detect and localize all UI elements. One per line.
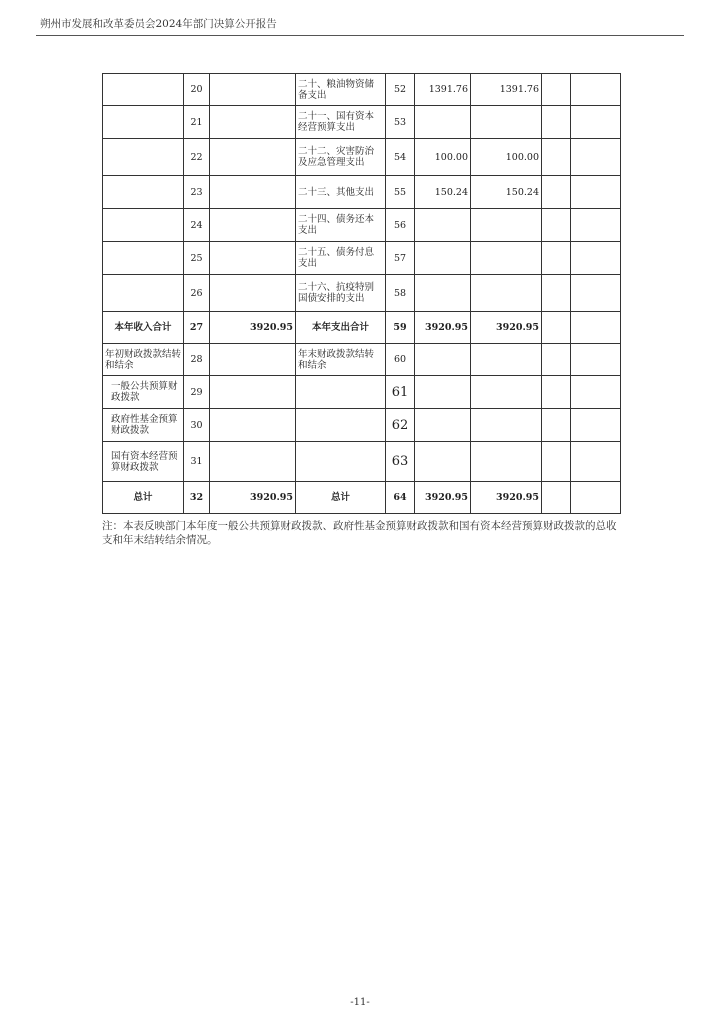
cell-expense-line: 60 — [386, 344, 415, 376]
cell-income-item: 一般公共预算财政拨款 — [103, 376, 184, 409]
header-rule — [36, 35, 684, 36]
cell-income-line: 32 — [184, 482, 210, 514]
cell-expense-line: 58 — [386, 275, 415, 312]
cell-empty — [542, 344, 571, 376]
cell-empty — [542, 409, 571, 442]
table-row — [103, 139, 621, 176]
cell-expense-line: 61 — [386, 376, 415, 409]
cell-empty — [571, 242, 621, 275]
cell-expense-general: 100.00 — [471, 139, 542, 176]
cell-expense-item: 二十、粮油物资储备支出 — [296, 74, 386, 106]
cell-empty — [571, 209, 621, 242]
cell-expense-total — [415, 344, 471, 376]
cell-expense-line: 62 — [386, 409, 415, 442]
cell-expense-general: 3920.95 — [471, 312, 542, 344]
cell-income-amount — [210, 106, 296, 139]
cell-empty — [571, 74, 621, 106]
table-row — [103, 275, 621, 312]
cell-income-line: 29 — [184, 376, 210, 409]
cell-expense-line: 55 — [386, 176, 415, 209]
table-row — [103, 376, 621, 409]
cell-income-line: 30 — [184, 409, 210, 442]
table-row — [103, 344, 621, 376]
cell-income-item — [103, 209, 184, 242]
cell-empty — [571, 376, 621, 409]
cell-expense-general — [471, 344, 542, 376]
cell-expense-total: 1391.76 — [415, 74, 471, 106]
cell-income-line: 23 — [184, 176, 210, 209]
cell-income-line: 25 — [184, 242, 210, 275]
cell-empty — [542, 209, 571, 242]
cell-expense-item: 本年支出合计 — [296, 312, 386, 344]
cell-expense-item: 二十二、灾害防治及应急管理支出 — [296, 139, 386, 176]
cell-expense-total: 100.00 — [415, 139, 471, 176]
table-row — [103, 106, 621, 139]
cell-empty — [571, 139, 621, 176]
cell-income-item: 本年收入合计 — [103, 312, 184, 344]
cell-income-item — [103, 176, 184, 209]
table-note: 注：本表反映部门本年度一般公共预算财政拨款、政府性基金预算财政拨款和国有资本经营预算财政拨款的总收支和年末结转结余情况。 — [102, 520, 617, 546]
cell-empty — [571, 106, 621, 139]
cell-expense-line: 64 — [386, 482, 415, 514]
cell-expense-item: 二十五、债务付息支出 — [296, 242, 386, 275]
cell-expense-total: 150.24 — [415, 176, 471, 209]
cell-income-item — [103, 74, 184, 106]
cell-expense-general: 150.24 — [471, 176, 542, 209]
cell-expense-total — [415, 209, 471, 242]
cell-expense-line: 54 — [386, 139, 415, 176]
cell-income-item — [103, 242, 184, 275]
cell-expense-line: 57 — [386, 242, 415, 275]
cell-income-line: 21 — [184, 106, 210, 139]
cell-income-amount: 3920.95 — [210, 312, 296, 344]
cell-expense-line: 52 — [386, 74, 415, 106]
cell-expense-item: 年末财政拨款结转和结余 — [296, 344, 386, 376]
cell-income-item: 总计 — [103, 482, 184, 514]
page-number: -11- — [350, 997, 370, 1008]
cell-expense-item: 二十四、债务还本支出 — [296, 209, 386, 242]
cell-empty — [542, 106, 571, 139]
table-row — [103, 242, 621, 275]
cell-expense-general — [471, 242, 542, 275]
cell-expense-general — [471, 442, 542, 482]
cell-expense-total: 3920.95 — [415, 312, 471, 344]
cell-income-amount — [210, 242, 296, 275]
cell-expense-total: 3920.95 — [415, 482, 471, 514]
cell-income-item — [103, 139, 184, 176]
cell-empty — [571, 482, 621, 514]
cell-expense-total — [415, 275, 471, 312]
cell-expense-line: 56 — [386, 209, 415, 242]
cell-income-amount — [210, 139, 296, 176]
cell-expense-total — [415, 106, 471, 139]
cell-empty — [542, 139, 571, 176]
cell-expense-total — [415, 409, 471, 442]
cell-expense-general — [471, 275, 542, 312]
table-row-subtotal — [103, 312, 621, 344]
cell-income-line: 22 — [184, 139, 210, 176]
cell-expense-general: 3920.95 — [471, 482, 542, 514]
table-row — [103, 176, 621, 209]
financial-table — [102, 73, 621, 514]
cell-expense-item — [296, 409, 386, 442]
cell-income-item: 年初财政拨款结转和结余 — [103, 344, 184, 376]
cell-income-amount — [210, 376, 296, 409]
cell-empty — [542, 74, 571, 106]
cell-income-item: 国有资本经营预算财政拨款 — [103, 442, 184, 482]
cell-expense-line: 63 — [386, 442, 415, 482]
page-header: 朔州市发展和改革委员会2024年部门决算公开报告 — [40, 18, 277, 30]
cell-empty — [542, 482, 571, 514]
cell-empty — [542, 275, 571, 312]
cell-empty — [571, 442, 621, 482]
cell-empty — [542, 376, 571, 409]
cell-expense-general — [471, 409, 542, 442]
table-row — [103, 209, 621, 242]
table-row — [103, 409, 621, 442]
table-row — [103, 442, 621, 482]
cell-expense-total — [415, 442, 471, 482]
cell-income-amount — [210, 442, 296, 482]
cell-expense-line: 59 — [386, 312, 415, 344]
cell-empty — [571, 275, 621, 312]
cell-income-amount — [210, 176, 296, 209]
cell-income-amount — [210, 409, 296, 442]
cell-empty — [542, 442, 571, 482]
cell-expense-general — [471, 376, 542, 409]
cell-empty — [571, 312, 621, 344]
cell-income-amount — [210, 275, 296, 312]
cell-expense-line: 53 — [386, 106, 415, 139]
cell-expense-general: 1391.76 — [471, 74, 542, 106]
cell-income-amount — [210, 209, 296, 242]
cell-empty — [542, 242, 571, 275]
cell-expense-general — [471, 106, 542, 139]
cell-expense-item — [296, 442, 386, 482]
cell-empty — [571, 344, 621, 376]
cell-expense-item: 二十六、抗疫特别国债安排的支出 — [296, 275, 386, 312]
cell-income-line: 31 — [184, 442, 210, 482]
cell-expense-item — [296, 376, 386, 409]
cell-expense-item: 二十一、国有资本经营预算支出 — [296, 106, 386, 139]
cell-empty — [571, 409, 621, 442]
cell-income-line: 26 — [184, 275, 210, 312]
table-row — [103, 74, 621, 106]
cell-income-line: 24 — [184, 209, 210, 242]
cell-expense-item: 总计 — [296, 482, 386, 514]
cell-income-amount: 3920.95 — [210, 482, 296, 514]
cell-income-item — [103, 106, 184, 139]
cell-expense-general — [471, 209, 542, 242]
table-row-total — [103, 482, 621, 514]
cell-income-amount — [210, 344, 296, 376]
cell-income-line: 20 — [184, 74, 210, 106]
cell-expense-total — [415, 376, 471, 409]
cell-income-line: 27 — [184, 312, 210, 344]
cell-income-item: 政府性基金预算财政拨款 — [103, 409, 184, 442]
cell-empty — [542, 312, 571, 344]
cell-income-item — [103, 275, 184, 312]
cell-empty — [571, 176, 621, 209]
cell-empty — [542, 176, 571, 209]
cell-expense-total — [415, 242, 471, 275]
cell-income-amount — [210, 74, 296, 106]
cell-expense-item: 二十三、其他支出 — [296, 176, 386, 209]
cell-income-line: 28 — [184, 344, 210, 376]
